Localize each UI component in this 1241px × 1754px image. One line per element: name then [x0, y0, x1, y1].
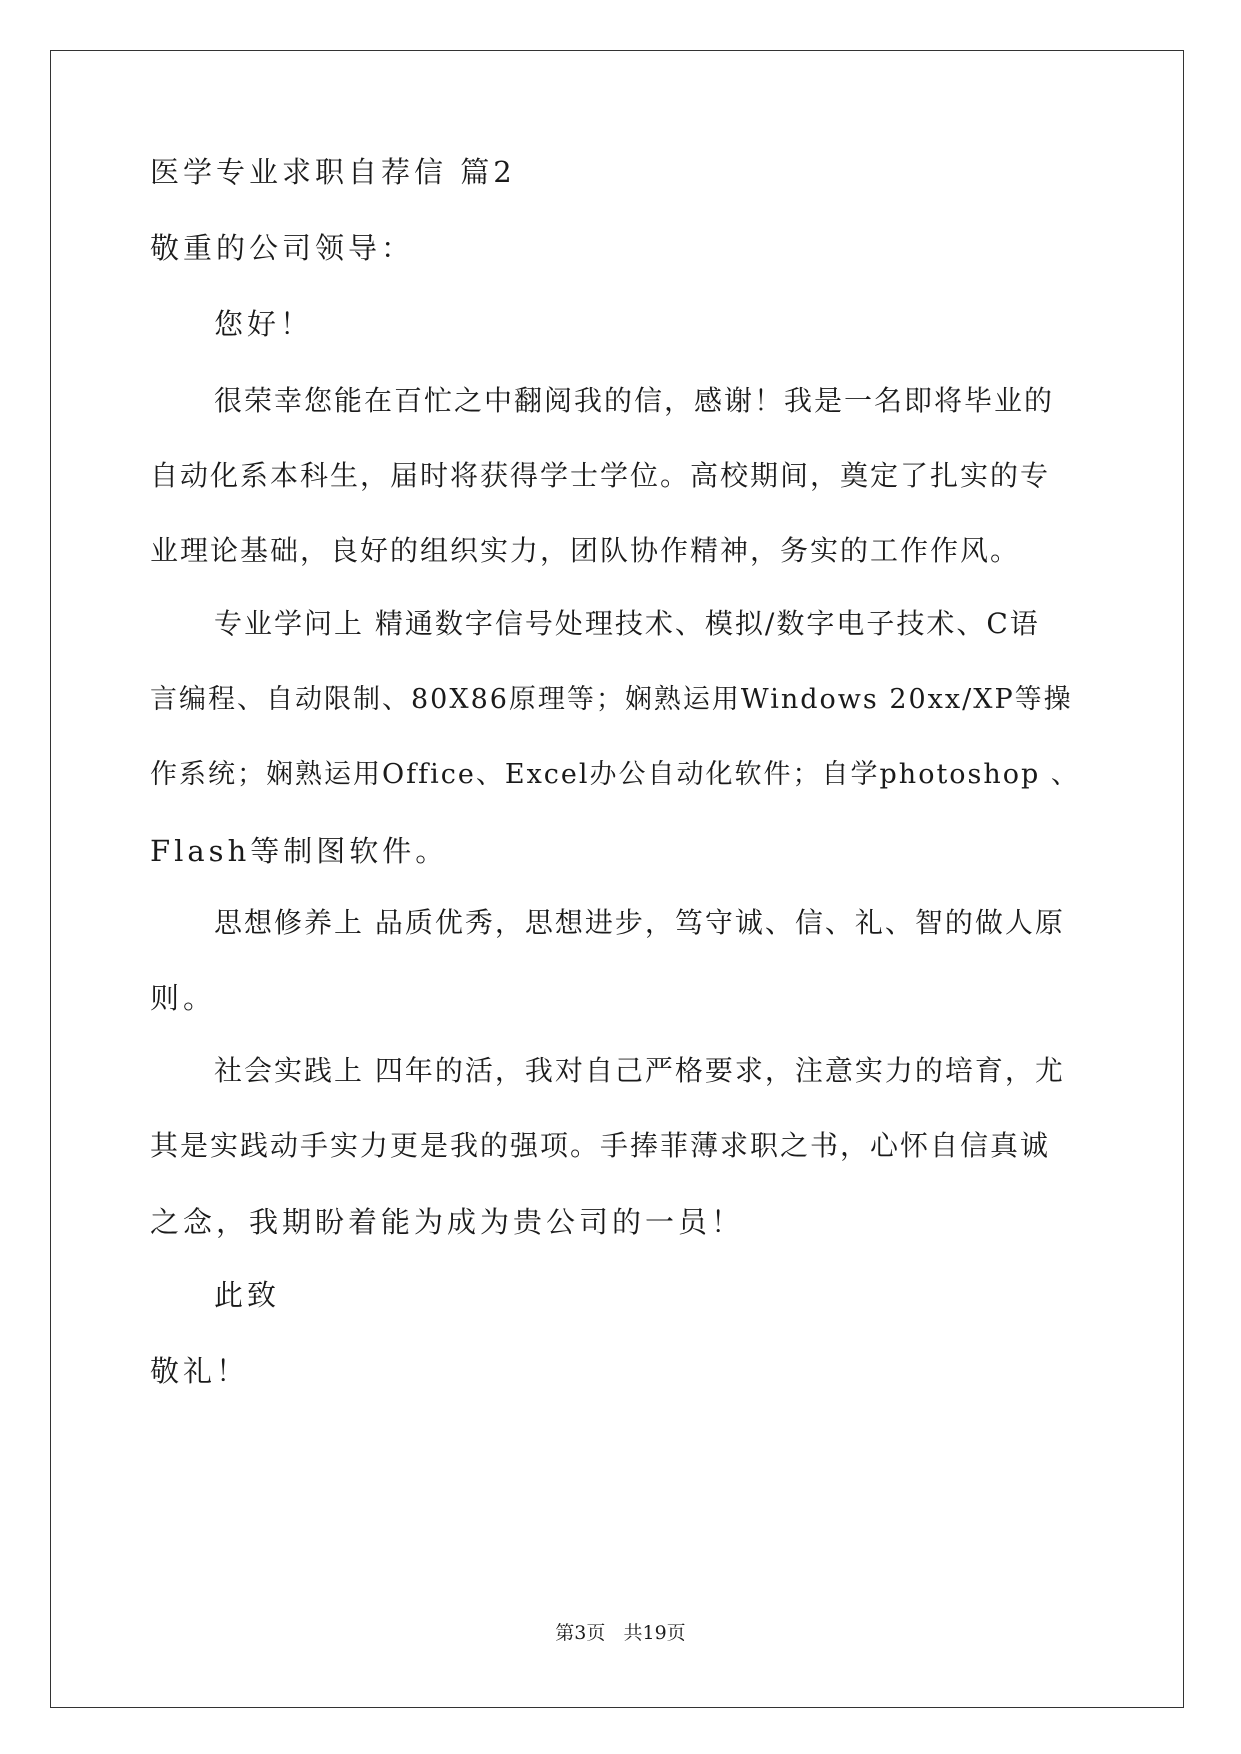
- salutation: 敬重的公司领导：: [150, 231, 415, 265]
- body-line: 业理论基础，良好的组织实力，团队协作精神，务实的工作作风。: [150, 534, 1021, 567]
- greeting-line: 您好！: [214, 307, 314, 341]
- body-line: 专业学问上 精通数字信号处理技术、模拟/数字电子技术、C语: [214, 607, 1040, 640]
- body-line: 自动化系本科生，届时将获得学士学位。高校期间，奠定了扎实的专: [150, 459, 1051, 492]
- body-line: 作系统；娴熟运用Office、Excel办公自动化软件；自学photoshop 、: [150, 759, 1080, 790]
- body-line: Flash等制图软件。: [150, 834, 449, 868]
- page-title: 医学专业求职自荐信 篇2: [150, 155, 516, 189]
- body-line: 社会实践上 四年的活，我对自己严格要求，注意实力的培育，尤: [214, 1054, 1065, 1087]
- page-border: [50, 50, 1184, 1708]
- body-line: 言编程、自动限制、80X86原理等；娴熟运用Windows 20xx/XP等操: [150, 684, 1073, 715]
- body-line: 很荣幸您能在百忙之中翻阅我的信，感谢！我是一名即将毕业的: [214, 384, 1055, 417]
- body-line: 其是实践动手实力更是我的强项。手捧菲薄求职之书，心怀自信真诚: [150, 1129, 1051, 1162]
- salute-line: 敬礼！: [150, 1354, 250, 1388]
- body-line: 思想修养上 品质优秀，思想进步，笃守诚、信、礼、智的做人原: [214, 906, 1065, 939]
- body-line: 之念，我期盼着能为成为贵公司的一员！: [150, 1205, 745, 1239]
- page-number: 第3页 共19页: [555, 1622, 686, 1644]
- closing-line: 此致: [214, 1278, 281, 1312]
- body-line: 则。: [150, 981, 217, 1015]
